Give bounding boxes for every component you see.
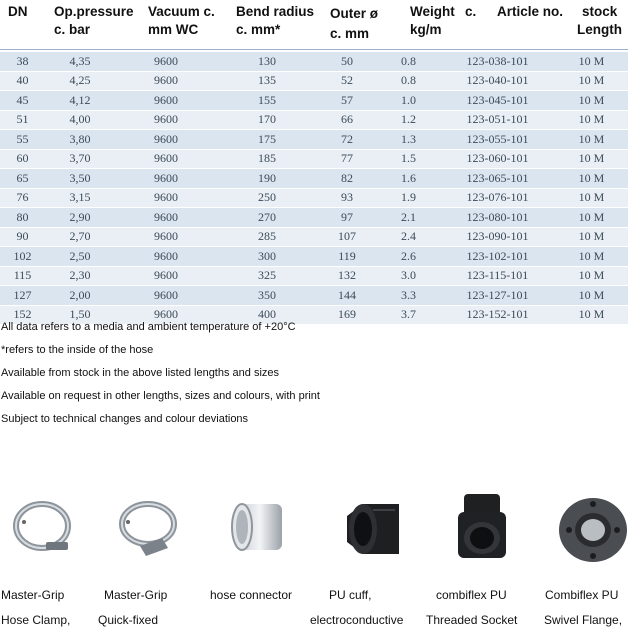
cell-article-no: 123-051-101	[440, 110, 555, 130]
cell-outer-diameter: 169	[317, 305, 377, 325]
col-header-stock: stock	[582, 4, 618, 19]
cell-op-pressure: 3,15	[45, 188, 115, 208]
cell-bend-radius: 400	[217, 305, 317, 325]
cell-stock-length: 10 M	[555, 169, 628, 189]
cell-vacuum: 9600	[115, 286, 217, 306]
cell-article-no: 123-080-101	[440, 208, 555, 228]
col-header-bend-radius: Bend radius	[236, 4, 315, 19]
cell-weight: 1.9	[377, 188, 440, 208]
table-row	[0, 227, 628, 247]
cell-article-no: 123-090-101	[440, 227, 555, 247]
cell-outer-diameter: 107	[317, 227, 377, 247]
product-4-desc: electroconductive	[310, 613, 404, 627]
cell-article-no: 123-065-101	[440, 169, 555, 189]
cell-bend-radius: 135	[217, 71, 317, 91]
cell-dn: 65	[0, 169, 45, 189]
cell-stock-length: 10 M	[555, 227, 628, 247]
cell-dn: 45	[0, 91, 45, 111]
cell-weight: 1.0	[377, 91, 440, 111]
cell-stock-length: 10 M	[555, 188, 628, 208]
cell-op-pressure: 2,00	[45, 286, 115, 306]
cell-weight: 3.7	[377, 305, 440, 325]
col-header-length: Length	[577, 22, 622, 37]
product-5-desc: Threaded Socket	[426, 613, 518, 627]
cell-dn: 90	[0, 227, 45, 247]
cell-stock-length: 10 M	[555, 91, 628, 111]
cell-vacuum: 9600	[115, 169, 217, 189]
cell-vacuum: 9600	[115, 247, 217, 267]
cell-outer-diameter: 132	[317, 266, 377, 286]
table-row	[0, 71, 628, 91]
cell-article-no: 123-127-101	[440, 286, 555, 306]
cell-outer-diameter: 50	[317, 52, 377, 71]
cell-stock-length: 10 M	[555, 149, 628, 169]
cell-op-pressure: 4,12	[45, 91, 115, 111]
cell-dn: 127	[0, 286, 45, 306]
cell-dn: 38	[0, 52, 45, 71]
cell-stock-length: 10 M	[555, 266, 628, 286]
product-6-name: Combiflex PU	[545, 588, 619, 602]
table-row	[0, 266, 628, 286]
cell-weight: 1.5	[377, 149, 440, 169]
cell-article-no: 123-038-101	[440, 52, 555, 71]
cell-vacuum: 9600	[115, 188, 217, 208]
cell-outer-diameter: 77	[317, 149, 377, 169]
cell-bend-radius: 250	[217, 188, 317, 208]
notes-section	[1, 318, 320, 433]
cell-vacuum: 9600	[115, 91, 217, 111]
note-technical-changes: Subject to technical changes and colour deviations	[1, 413, 249, 425]
cell-weight: 0.8	[377, 71, 440, 91]
table-row	[0, 208, 628, 228]
note-temperature: All data refers to a media and ambient temperature of +20°C	[1, 321, 296, 333]
cell-dn: 51	[0, 110, 45, 130]
cell-weight: 1.2	[377, 110, 440, 130]
cell-op-pressure: 2,90	[45, 208, 115, 228]
cell-op-pressure: 1,50	[45, 305, 115, 325]
cell-weight: 0.8	[377, 52, 440, 71]
product-2-name: Master-Grip	[104, 588, 168, 602]
cell-bend-radius: 170	[217, 110, 317, 130]
cell-bend-radius: 185	[217, 149, 317, 169]
hose-clamp-icon	[2, 490, 82, 566]
cell-op-pressure: 2,70	[45, 227, 115, 247]
cell-dn: 76	[0, 188, 45, 208]
col-header-pressure: Op.pressure	[54, 4, 134, 19]
cell-bend-radius: 350	[217, 286, 317, 306]
cell-stock-length: 10 M	[555, 247, 628, 267]
cell-outer-diameter: 66	[317, 110, 377, 130]
product-4-name: PU cuff,	[329, 588, 372, 602]
cell-vacuum: 9600	[115, 227, 217, 247]
cell-vacuum: 9600	[115, 52, 217, 71]
cell-weight: 3.3	[377, 286, 440, 306]
cell-article-no: 123-152-101	[440, 305, 555, 325]
cell-dn: 55	[0, 130, 45, 150]
product-6-desc: Swivel Flange,	[544, 613, 623, 627]
cell-bend-radius: 155	[217, 91, 317, 111]
col-header-pressure-unit: c. bar	[54, 22, 91, 37]
cell-outer-diameter: 52	[317, 71, 377, 91]
cell-outer-diameter: 82	[317, 169, 377, 189]
table-row	[0, 247, 628, 267]
product-5-name: combiflex PU	[436, 588, 507, 602]
table-row	[0, 169, 628, 189]
cell-dn: 40	[0, 71, 45, 91]
note-availability-request: Available on request in other lengths, sizes and colours, with print	[1, 390, 320, 402]
cell-outer-diameter: 72	[317, 130, 377, 150]
table-header	[0, 0, 644, 50]
cell-op-pressure: 4,35	[45, 52, 115, 71]
cell-outer-diameter: 93	[317, 188, 377, 208]
cell-outer-diameter: 97	[317, 208, 377, 228]
product-1-name: Master-Grip	[1, 588, 65, 602]
table-row	[0, 188, 628, 208]
cell-op-pressure: 2,30	[45, 266, 115, 286]
cell-vacuum: 9600	[115, 305, 217, 325]
cell-weight: 2.4	[377, 227, 440, 247]
cell-outer-diameter: 57	[317, 91, 377, 111]
cell-article-no: 123-115-101	[440, 266, 555, 286]
col-header-outer: Outer ø	[330, 6, 379, 21]
cell-stock-length: 10 M	[555, 110, 628, 130]
product-1-desc: Hose Clamp,	[1, 613, 71, 627]
cell-article-no: 123-040-101	[440, 71, 555, 91]
cell-stock-length: 10 M	[555, 305, 628, 325]
cell-bend-radius: 300	[217, 247, 317, 267]
cell-article-no: 123-076-101	[440, 188, 555, 208]
table-row	[0, 149, 628, 169]
cell-weight: 1.3	[377, 130, 440, 150]
cell-dn: 102	[0, 247, 45, 267]
cell-op-pressure: 4,25	[45, 71, 115, 91]
col-header-c: c.	[465, 4, 477, 19]
quick-fix-clamp-icon	[110, 490, 190, 566]
table-row	[0, 52, 628, 71]
cell-vacuum: 9600	[115, 266, 217, 286]
product-3-name: hose connector	[210, 588, 293, 602]
col-header-dn: DN	[8, 4, 28, 19]
header-divider	[0, 49, 628, 50]
cell-stock-length: 10 M	[555, 52, 628, 71]
cell-op-pressure: 3,70	[45, 149, 115, 169]
cell-stock-length: 10 M	[555, 71, 628, 91]
data-table	[0, 52, 628, 325]
cell-dn: 115	[0, 266, 45, 286]
table-row	[0, 286, 628, 306]
col-header-bend-radius-unit: c. mm*	[236, 22, 281, 37]
table-row	[0, 130, 628, 150]
cell-outer-diameter: 119	[317, 247, 377, 267]
col-header-article-no: Article no.	[497, 4, 564, 19]
cell-dn: 60	[0, 149, 45, 169]
cell-weight: 2.6	[377, 247, 440, 267]
cell-vacuum: 9600	[115, 130, 217, 150]
cell-bend-radius: 285	[217, 227, 317, 247]
cell-op-pressure: 3,80	[45, 130, 115, 150]
cell-bend-radius: 190	[217, 169, 317, 189]
cell-stock-length: 10 M	[555, 208, 628, 228]
cell-bend-radius: 270	[217, 208, 317, 228]
cell-vacuum: 9600	[115, 149, 217, 169]
cell-op-pressure: 3,50	[45, 169, 115, 189]
table-row	[0, 91, 628, 111]
col-header-outer-unit: c. mm	[330, 26, 370, 41]
cell-dn: 80	[0, 208, 45, 228]
cell-article-no: 123-060-101	[440, 149, 555, 169]
col-header-weight-unit: kg/m	[410, 22, 442, 37]
cell-op-pressure: 2,50	[45, 247, 115, 267]
note-availability-stock: Available from stock in the above listed lengths and sizes	[1, 367, 280, 379]
cell-stock-length: 10 M	[555, 286, 628, 306]
col-header-vacuum-unit: mm WC	[148, 22, 199, 37]
cell-stock-length: 10 M	[555, 130, 628, 150]
cell-bend-radius: 325	[217, 266, 317, 286]
cell-vacuum: 9600	[115, 71, 217, 91]
cell-vacuum: 9600	[115, 110, 217, 130]
cell-article-no: 123-045-101	[440, 91, 555, 111]
cell-weight: 3.0	[377, 266, 440, 286]
cell-weight: 1.6	[377, 169, 440, 189]
col-header-vacuum: Vacuum c.	[148, 4, 215, 19]
table-row	[0, 110, 628, 130]
hose-connector-icon	[220, 490, 300, 566]
pu-cuff-icon	[333, 490, 413, 566]
product-2-desc: Quick-fixed	[98, 613, 159, 627]
cell-op-pressure: 4,00	[45, 110, 115, 130]
cell-weight: 2.1	[377, 208, 440, 228]
cell-bend-radius: 130	[217, 52, 317, 71]
cell-dn: 152	[0, 305, 45, 325]
note-inside-hose: *refers to the inside of the hose	[1, 344, 154, 356]
cell-article-no: 123-102-101	[440, 247, 555, 267]
col-header-weight: Weight	[410, 4, 455, 19]
threaded-socket-icon	[442, 490, 522, 566]
swivel-flange-icon	[553, 490, 633, 566]
cell-vacuum: 9600	[115, 208, 217, 228]
cell-bend-radius: 175	[217, 130, 317, 150]
cell-article-no: 123-055-101	[440, 130, 555, 150]
cell-outer-diameter: 144	[317, 286, 377, 306]
